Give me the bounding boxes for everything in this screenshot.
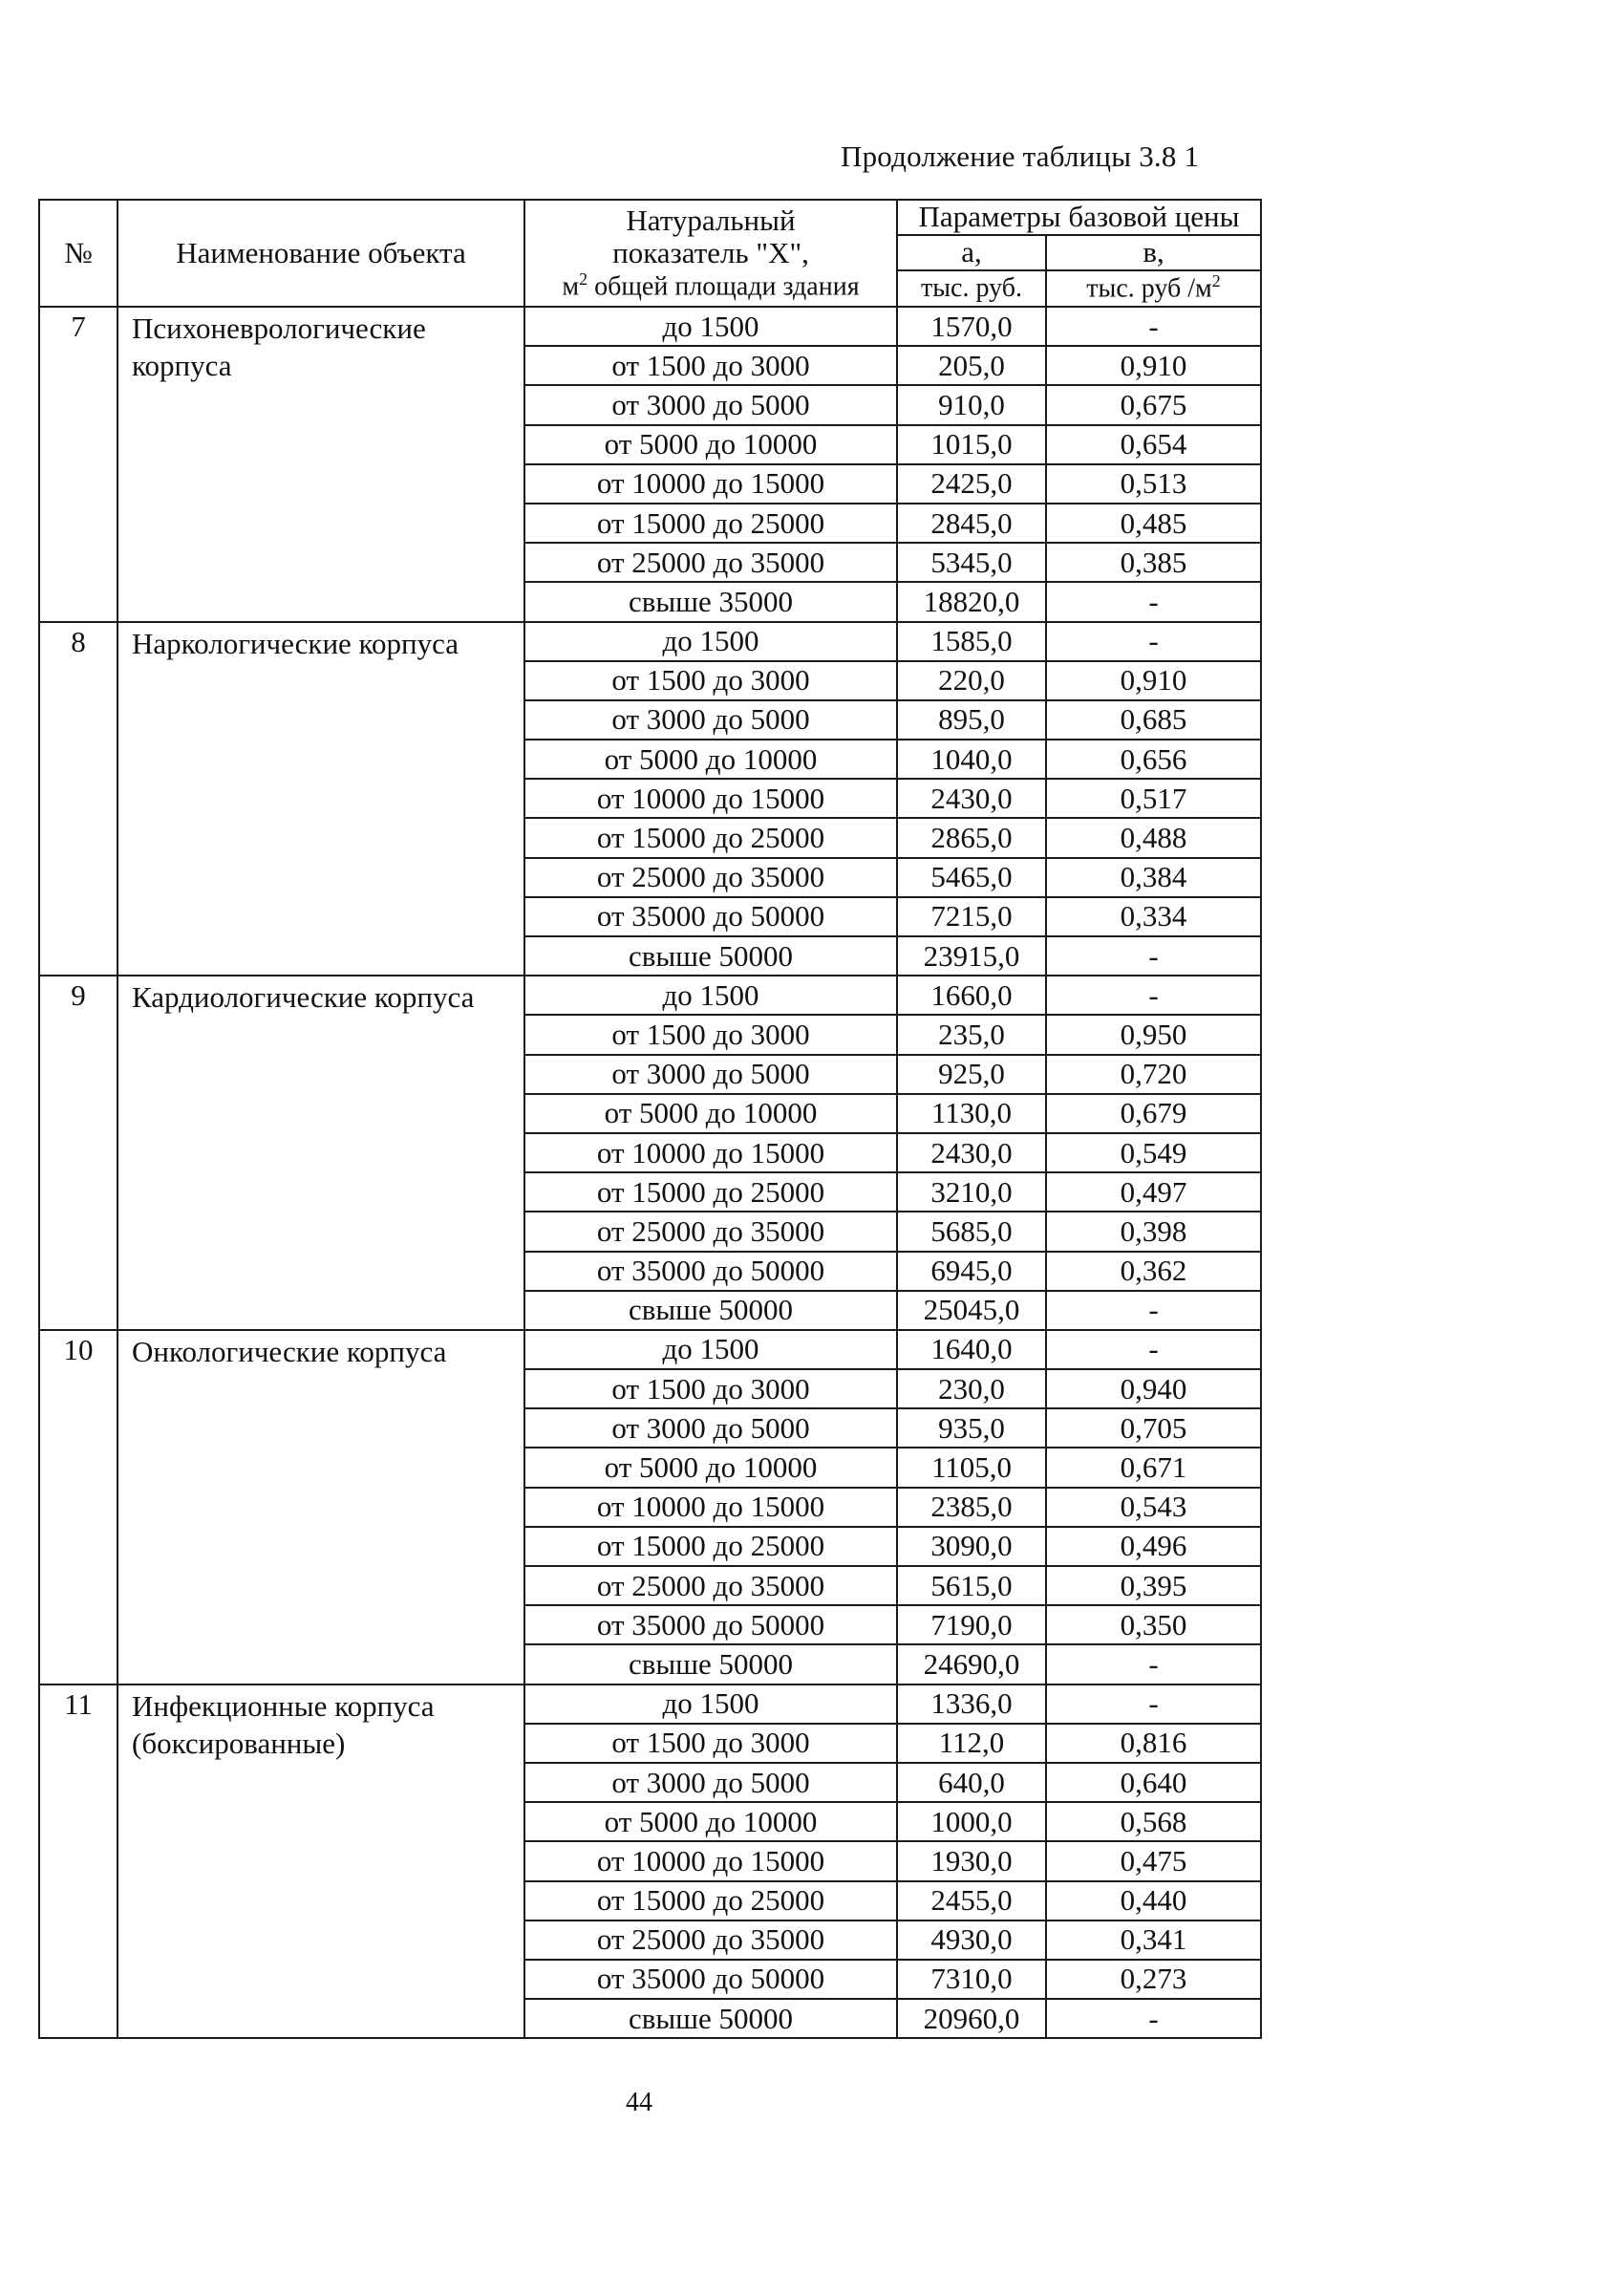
header-param-b-unit [1046,270,1261,307]
area-range: от 5000 до 10000 [524,1802,897,1841]
area-range: от 35000 до 50000 [524,1252,897,1291]
param-b-value: 0,513 [1046,464,1261,504]
param-a-value: 2425,0 [897,464,1046,504]
area-range: от 25000 до 35000 [524,858,897,897]
object-name: Кардиологические корпуса [117,976,524,1330]
param-b-value: 0,705 [1046,1408,1261,1448]
table-row [39,976,1261,1015]
param-b-value: - [1046,1999,1261,2038]
param-b-value: - [1046,307,1261,346]
header-indicator-unit-sup: 2 [579,268,588,289]
param-a-value: 1015,0 [897,425,1046,464]
param-a-value: 1585,0 [897,622,1046,661]
param-b-value: 0,910 [1046,661,1261,700]
param-a-value: 7215,0 [897,897,1046,936]
area-range: от 10000 до 15000 [524,1488,897,1527]
object-name: Психоневрологические корпуса [117,307,524,622]
area-range: от 15000 до 25000 [524,1881,897,1920]
param-a-value: 4930,0 [897,1920,1046,1960]
param-b-value: - [1046,976,1261,1015]
header-number: № [39,200,117,307]
area-range: от 15000 до 25000 [524,1172,897,1212]
param-b-value: 0,679 [1046,1094,1261,1133]
header-indicator-unit: м [562,270,580,301]
object-name: Онкологические корпуса [117,1330,524,1684]
param-a-value: 1640,0 [897,1330,1046,1369]
param-a-value: 3210,0 [897,1172,1046,1212]
param-b-value: 0,675 [1046,385,1261,424]
area-range: до 1500 [524,1330,897,1369]
param-b-value: 0,485 [1046,504,1261,543]
object-number: 11 [39,1684,117,2039]
area-range: от 5000 до 10000 [524,740,897,779]
param-b-value: 0,334 [1046,897,1261,936]
param-a-value: 1040,0 [897,740,1046,779]
param-a-value: 5345,0 [897,543,1046,582]
param-a-value: 1660,0 [897,976,1046,1015]
object-number: 7 [39,307,117,622]
param-a-value: 1336,0 [897,1684,1046,1724]
param-b-value: 0,816 [1046,1724,1261,1763]
area-range: от 3000 до 5000 [524,385,897,424]
param-a-value: 910,0 [897,385,1046,424]
param-b-value: 0,350 [1046,1605,1261,1644]
table-row [39,1330,1261,1369]
object-number: 10 [39,1330,117,1684]
area-range: от 35000 до 50000 [524,1605,897,1644]
param-b-value: 0,385 [1046,543,1261,582]
object-number: 9 [39,976,117,1330]
param-b-value: 0,685 [1046,700,1261,740]
param-b-value: 0,910 [1046,346,1261,385]
area-range: от 15000 до 25000 [524,818,897,857]
header-indicator-line2: показатель "X", [612,236,809,270]
area-range: до 1500 [524,976,897,1015]
area-range: от 3000 до 5000 [524,1055,897,1094]
header-object-name: Наименование объекта [117,200,524,307]
area-range: от 15000 до 25000 [524,504,897,543]
param-a-value: 112,0 [897,1724,1046,1763]
area-range: от 3000 до 5000 [524,700,897,740]
param-a-value: 20960,0 [897,1999,1046,2038]
area-range: до 1500 [524,622,897,661]
param-b-value: - [1046,936,1261,976]
area-range: от 10000 до 15000 [524,779,897,818]
area-range: от 25000 до 35000 [524,543,897,582]
area-range: от 1500 до 3000 [524,1015,897,1054]
table-row [39,622,1261,661]
area-range: от 3000 до 5000 [524,1408,897,1448]
table-body [39,307,1261,2038]
header-param-b-unit-text: тыс. руб /м [1086,273,1212,304]
header-indicator-line1: Натуральный [626,204,796,238]
area-range: от 1500 до 3000 [524,1369,897,1408]
table-row [39,307,1261,346]
header-indicator-line3 [525,270,896,302]
param-a-value: 3090,0 [897,1527,1046,1566]
param-a-value: 18820,0 [897,582,1046,621]
param-a-value: 7310,0 [897,1960,1046,1999]
param-b-value: 0,488 [1046,818,1261,857]
area-range: свыше 50000 [524,936,897,976]
area-range: свыше 50000 [524,1291,897,1330]
header-param-a: а, [897,235,1046,270]
param-b-value: 0,497 [1046,1172,1261,1212]
param-a-value: 1130,0 [897,1094,1046,1133]
param-a-value: 5615,0 [897,1566,1046,1605]
param-b-value: 0,273 [1046,1960,1261,1999]
param-b-value: 0,671 [1046,1448,1261,1487]
area-range: от 1500 до 3000 [524,661,897,700]
area-range: от 35000 до 50000 [524,1960,897,1999]
param-b-value: 0,543 [1046,1488,1261,1527]
param-b-value: 0,384 [1046,858,1261,897]
header-param-a-unit: тыс. руб. [897,270,1046,307]
object-name: Наркологические корпуса [117,622,524,976]
area-range: от 5000 до 10000 [524,425,897,464]
area-range: от 10000 до 15000 [524,1133,897,1172]
param-b-value: 0,496 [1046,1527,1261,1566]
area-range: свыше 35000 [524,582,897,621]
page-number: 44 [626,2088,652,2117]
param-b-value: 0,549 [1046,1133,1261,1172]
param-b-value: 0,341 [1046,1920,1261,1960]
area-range: свыше 50000 [524,1999,897,2038]
param-b-value: - [1046,622,1261,661]
param-b-value: - [1046,1291,1261,1330]
area-range: от 1500 до 3000 [524,346,897,385]
area-range: от 10000 до 15000 [524,464,897,504]
param-b-value: 0,656 [1046,740,1261,779]
param-a-value: 220,0 [897,661,1046,700]
param-b-value: - [1046,1684,1261,1724]
param-a-value: 230,0 [897,1369,1046,1408]
param-a-value: 2845,0 [897,504,1046,543]
table-continuation-title: Продолжение таблицы 3.8 1 [841,139,1200,173]
param-b-value: 0,950 [1046,1015,1261,1054]
param-a-value: 895,0 [897,700,1046,740]
param-a-value: 205,0 [897,346,1046,385]
header-indicator-line3-text: общей площади здания [587,270,860,301]
param-a-value: 1930,0 [897,1841,1046,1880]
param-a-value: 1570,0 [897,307,1046,346]
area-range: от 25000 до 35000 [524,1212,897,1251]
param-b-value: 0,475 [1046,1841,1261,1880]
param-b-value: 0,940 [1046,1369,1261,1408]
param-b-value: 0,362 [1046,1252,1261,1291]
table-row [39,1684,1261,1724]
param-a-value: 2385,0 [897,1488,1046,1527]
area-range: от 25000 до 35000 [524,1566,897,1605]
param-b-value: - [1046,582,1261,621]
param-b-value: - [1046,1330,1261,1369]
param-a-value: 2455,0 [897,1881,1046,1920]
area-range: от 3000 до 5000 [524,1763,897,1802]
param-a-value: 5465,0 [897,858,1046,897]
param-b-value: 0,398 [1046,1212,1261,1251]
param-a-value: 24690,0 [897,1644,1046,1684]
area-range: до 1500 [524,1684,897,1724]
param-a-value: 7190,0 [897,1605,1046,1644]
param-a-value: 25045,0 [897,1291,1046,1330]
area-range: от 15000 до 25000 [524,1527,897,1566]
header-base-price-params: Параметры базовой цены [897,200,1261,235]
area-range: от 1500 до 3000 [524,1724,897,1763]
object-number: 8 [39,622,117,976]
area-range: свыше 50000 [524,1644,897,1684]
param-b-value: - [1046,1644,1261,1684]
header-param-b-unit-sup: 2 [1211,271,1221,291]
param-a-value: 935,0 [897,1408,1046,1448]
param-b-value: 0,395 [1046,1566,1261,1605]
param-b-value: 0,517 [1046,779,1261,818]
area-range: от 25000 до 35000 [524,1920,897,1960]
param-b-value: 0,654 [1046,425,1261,464]
param-a-value: 2430,0 [897,1133,1046,1172]
object-name: Инфекционные корпуса (боксированные) [117,1684,524,2039]
area-range: от 35000 до 50000 [524,897,897,936]
area-range: от 10000 до 15000 [524,1841,897,1880]
price-parameters-table [38,199,1262,2039]
param-a-value: 640,0 [897,1763,1046,1802]
param-b-value: 0,568 [1046,1802,1261,1841]
param-b-value: 0,720 [1046,1055,1261,1094]
area-range: от 5000 до 10000 [524,1094,897,1133]
param-a-value: 1105,0 [897,1448,1046,1487]
param-b-value: 0,640 [1046,1763,1261,1802]
param-a-value: 5685,0 [897,1212,1046,1251]
header-param-b: в, [1046,235,1261,270]
param-a-value: 2430,0 [897,779,1046,818]
area-range: от 5000 до 10000 [524,1448,897,1487]
param-a-value: 6945,0 [897,1252,1046,1291]
param-a-value: 235,0 [897,1015,1046,1054]
param-a-value: 1000,0 [897,1802,1046,1841]
param-b-value: 0,440 [1046,1881,1261,1920]
param-a-value: 23915,0 [897,936,1046,976]
param-a-value: 925,0 [897,1055,1046,1094]
param-a-value: 2865,0 [897,818,1046,857]
header-natural-indicator [524,200,897,307]
area-range: до 1500 [524,307,897,346]
